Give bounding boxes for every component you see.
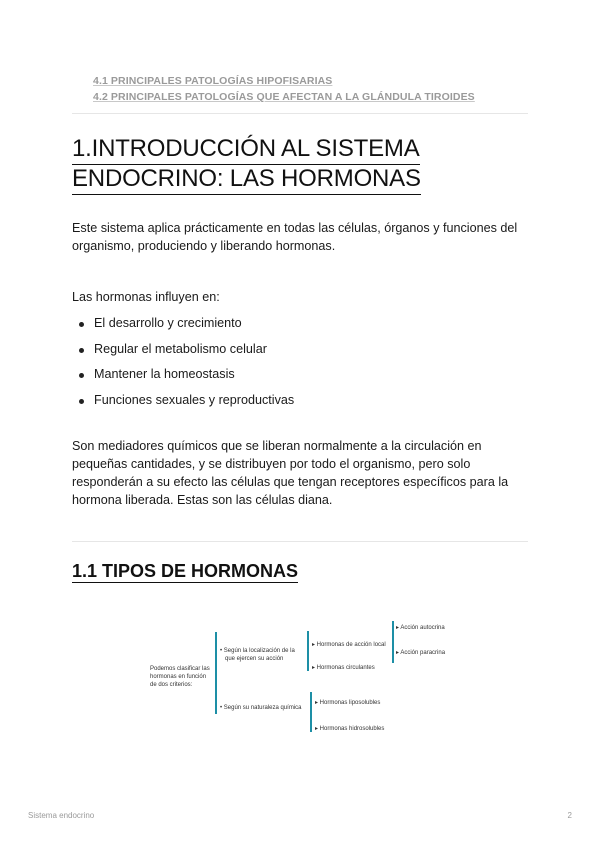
diagram-liposoluble: ▸ Hormonas liposolubles bbox=[315, 700, 381, 706]
list-item: El desarrollo y crecimiento bbox=[78, 311, 294, 337]
footer-page-number: 2 bbox=[567, 811, 572, 820]
section-heading-line1: 1.INTRODUCCIÓN AL SISTEMA bbox=[72, 135, 420, 165]
diagram-root-line: de dos criterios: bbox=[150, 682, 193, 688]
diagram-root-line: hormonas en función bbox=[150, 674, 207, 680]
diagram-root-line: Podemos clasificar las bbox=[150, 666, 210, 672]
subsection-heading bbox=[72, 560, 298, 582]
diagram-connector bbox=[307, 631, 309, 671]
footer-document-title: Sistema endocrino bbox=[28, 811, 95, 820]
subsection-heading-text: 1.1 TIPOS DE HORMONAS bbox=[72, 561, 299, 581]
diagram-connector bbox=[215, 632, 217, 714]
divider bbox=[72, 541, 528, 542]
divider bbox=[72, 113, 528, 114]
mediators-paragraph: Son mediadores químicos que se liberan normalmente a la circulación en pequeñas cantidades, y se distribuyen por todo el organismo, pero solo responderán a su efecto las células que tengan receptores específicos para la hormona liberada. Estas son las células diana. bbox=[72, 439, 509, 507]
diagram-branch-nature: • Según su naturaleza química bbox=[220, 705, 302, 711]
diagram-branch-line: • Según la localización de la bbox=[220, 648, 295, 654]
table-of-contents bbox=[93, 73, 528, 105]
influence-list bbox=[78, 311, 294, 413]
section-heading bbox=[72, 135, 421, 195]
intro-paragraph: Este sistema aplica prácticamente en todas las células, órganos y funciones del organismo, produciendo y liberando hormonas. bbox=[72, 221, 518, 253]
diagram-circulating-hormones: ▸ Hormonas circulantes bbox=[312, 665, 375, 671]
list-item: Mantener la homeostasis bbox=[78, 362, 294, 388]
diagram-hydrosoluble: ▸ Hormonas hidrosolubles bbox=[315, 726, 385, 732]
diagram-root bbox=[150, 665, 210, 689]
diagram-connector bbox=[392, 621, 394, 663]
hormone-classification-diagram bbox=[140, 615, 460, 745]
toc-link-4-1[interactable]: 4.1 PRINCIPALES PATOLOGÍAS HIPOFISARIAS bbox=[93, 75, 333, 87]
list-item: Regular el metabolismo celular bbox=[78, 337, 294, 363]
diagram-branch-line: que ejercen su acción bbox=[225, 656, 284, 662]
diagram-local-hormones: ▸ Hormonas de acción local bbox=[312, 642, 386, 648]
diagram-autocrine: ▸ Acción autocrina bbox=[396, 625, 445, 631]
diagram-paracrine: ▸ Acción paracrina bbox=[396, 650, 446, 656]
influence-lead: Las hormonas influyen en: bbox=[72, 290, 220, 304]
toc-link-4-2[interactable]: 4.2 PRINCIPALES PATOLOGÍAS QUE AFECTAN A LA GLÁNDULA TIROIDES bbox=[93, 91, 475, 103]
diagram-connector bbox=[310, 692, 312, 732]
list-item: Funciones sexuales y reproductivas bbox=[78, 388, 294, 414]
diagram-branch-location bbox=[220, 647, 295, 663]
section-heading-line2: ENDOCRINO: LAS HORMONAS bbox=[72, 165, 421, 195]
